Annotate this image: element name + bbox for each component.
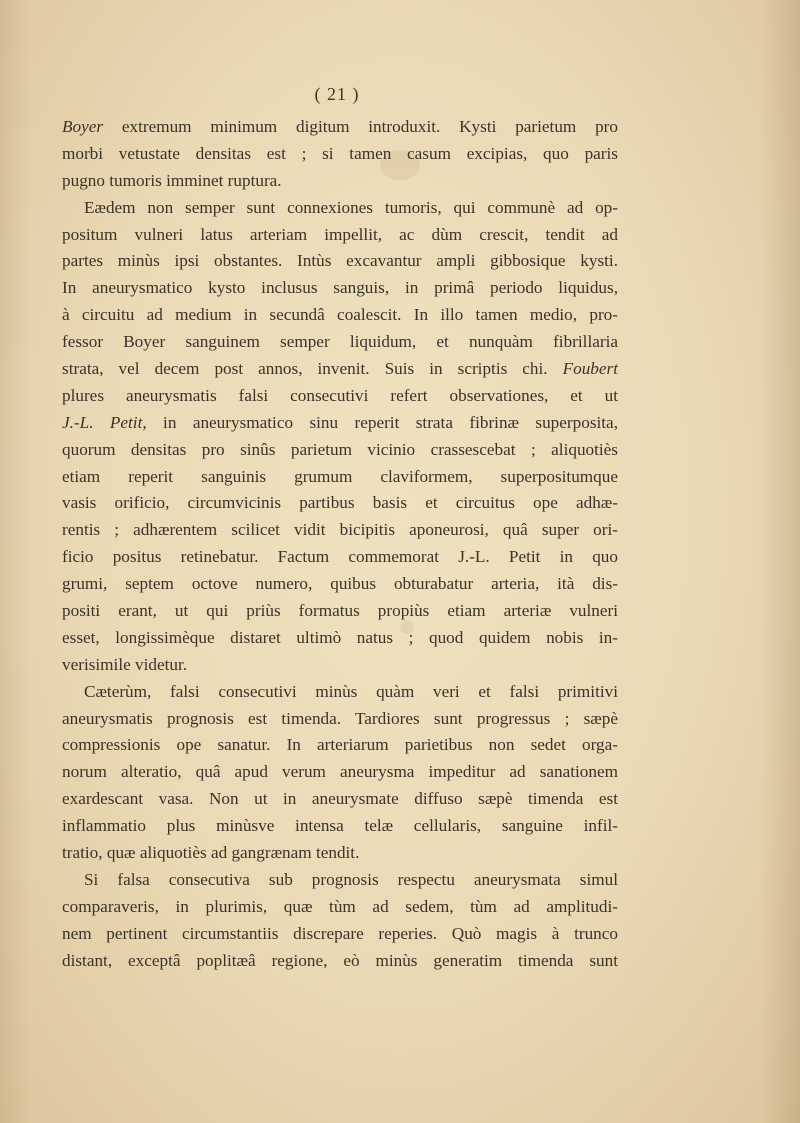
text-line: distant, exceptâ poplitæâ regione, eò minùs generatim timenda sunt [62, 950, 618, 970]
italic-name: Foubert [562, 359, 618, 379]
text-line: plures aneurysmatis falsi consecutivi refert observationes, et ut [62, 385, 618, 405]
text-line: rentis ; adhærentem scilicet vidit bicipitis aponeurosi, quâ super ori- [62, 520, 618, 540]
italic-name: Boyer [62, 117, 104, 136]
text-line: verisimile videtur. [62, 654, 188, 674]
text-line: In aneurysmatico kysto inclusus sanguis, in primâ periodo liquidus, [62, 278, 618, 298]
text-line: comparaveris, in plurimis, quæ tùm ad sedem, tùm ad amplitudi- [62, 896, 618, 916]
text-line: nem pertinent circumstantiis discrepare reperies. Quò magis à trunco [62, 923, 618, 943]
paragraph-start-line: Cæterùm, falsi consecutivi minùs quàm veri et falsi primitivi [84, 681, 618, 701]
body-text [62, 114, 618, 975]
italic-name: J.-L. Petit [62, 412, 143, 432]
text-line: à circuitu ad medium in secundâ coalescit. In illo tamen medio, pro- [62, 305, 618, 325]
text-line: fessor Boyer sanguinem semper liquidum, et nunquàm fibrillaria [62, 332, 618, 352]
page-edge-shadow-left [0, 0, 30, 1123]
text-line: partes minùs ipsi obstantes. Intùs excavantur ampli gibbosique kysti. [62, 251, 618, 271]
text-line: etiam reperit sanguinis grumum claviformem, superpositumque [62, 466, 618, 486]
text-line: aneurysmatis prognosis est timenda. Tardiores sunt progressus ; sæpè [62, 708, 618, 728]
text-line: morbi vetustate densitas est ; si tamen casum excipias, quo paris [62, 143, 618, 163]
text-line: Boyer extremum minimum digitum introduxit. Kysti parietum pro [62, 117, 618, 136]
text-line: strata, vel decem post annos, invenit. Suis in scriptis chi. Foubert [62, 359, 618, 379]
text-line: J.-L. Petit, in aneurysmatico sinu reperit strata fibrinæ superposita, [62, 412, 618, 432]
text-line: positi erant, ut qui priùs formatus propiùs etiam arteriæ vulneri [62, 601, 618, 621]
text-line: esset, longissimèque distaret ultimò natus ; quod quidem nobis in- [62, 627, 618, 647]
paragraph-start-line: Si falsa consecutiva sub prognosis respectu aneurysmata simul [84, 869, 618, 889]
text-line: inflammatio plus minùsve intensa telæ cellularis, sanguine infil- [62, 816, 618, 836]
text-line: tratio, quæ aliquotiès ad gangrænam tendit. [62, 843, 360, 863]
text-line: positum vulneri latus arteriam impellit, ac dùm crescit, tendit ad [62, 224, 618, 244]
text-line: pugno tumoris imminet ruptura. [62, 170, 282, 190]
text-line: norum alteratio, quâ apud verum aneurysma impeditur ad sanationem [62, 762, 618, 782]
text-line: grumi, septem octove numero, quibus obturabatur arteria, ità dis- [62, 574, 618, 594]
text-line: quorum densitas pro sinûs parietum vicinio crassescebat ; aliquotiès [62, 439, 618, 459]
text-line: exardescant vasa. Non ut in aneurysmate diffuso sæpè timenda est [62, 789, 618, 809]
page-number: ( 21 ) [314, 84, 360, 104]
text-line: compressionis ope sanatur. In arteriarum parietibus non sedet orga- [62, 735, 618, 755]
text-line: vasis orificio, circumvicinis partibus basis et circuitus ope adhæ- [62, 493, 618, 513]
paragraph-start-line: Eædem non semper sunt connexiones tumoris, qui communè ad op- [84, 197, 618, 217]
text-line: ficio positus retinebatur. Factum commemorat J.-L. Petit in quo [62, 547, 618, 567]
page-edge-shadow-right [760, 0, 800, 1123]
